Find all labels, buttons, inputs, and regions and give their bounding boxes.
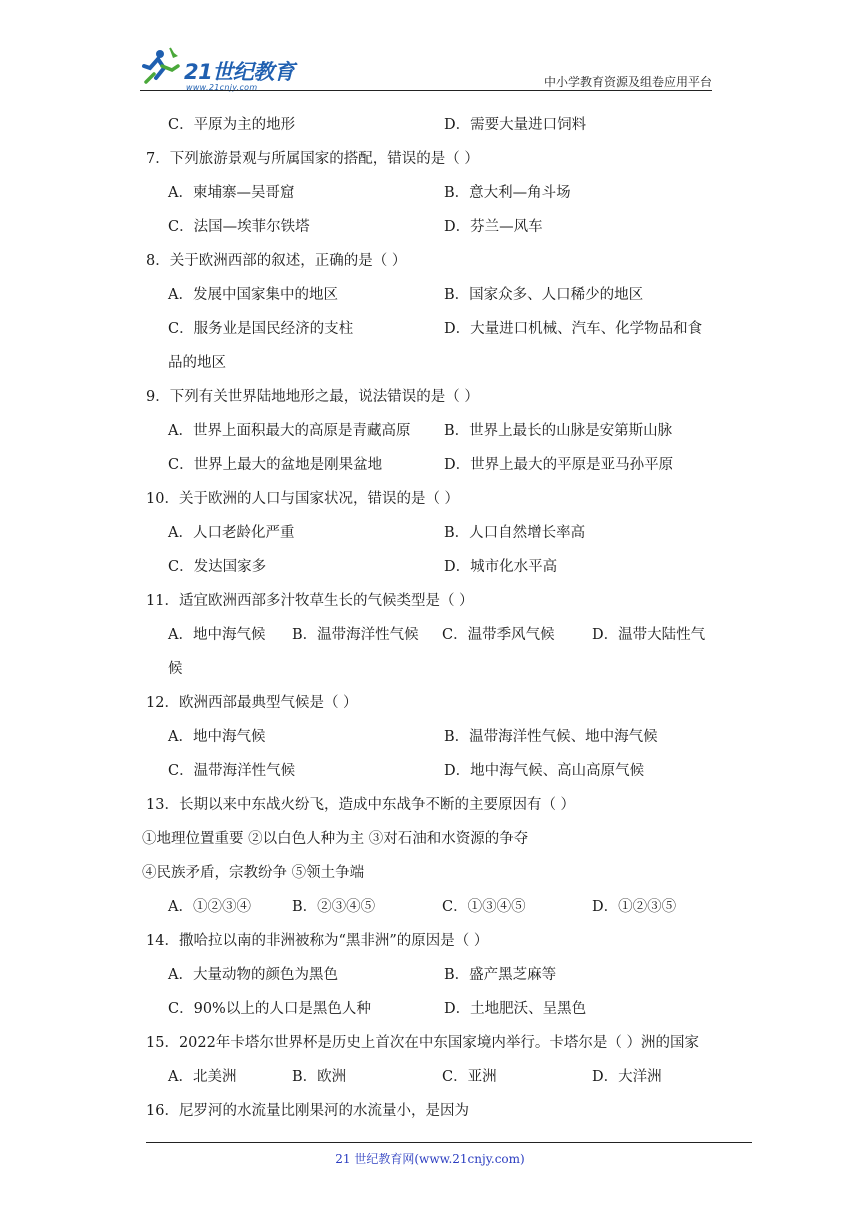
option-item: D．温带大陆性气 [592,627,706,643]
option-item: A．①②③④ [168,899,251,915]
question-stem: 8．关于欧洲西部的叙述，正确的是（ ） [146,253,407,269]
option-item: A．柬埔寨—吴哥窟 [168,185,295,201]
option-continuation: 候 [168,661,183,677]
option-item: A．北美洲 [168,1069,237,1085]
option-row [146,890,718,924]
option-row [146,958,718,992]
footer-divider [146,1142,752,1143]
option-row [146,414,718,448]
option-continuation: 品的地区 [168,355,226,371]
option-item: B．温带海洋性气候、地中海气候 [444,729,658,745]
option-item: B．世界上最长的山脉是安第斯山脉 [444,423,673,439]
option-item: B．意大利—角斗场 [444,185,571,201]
option-row [146,550,718,584]
question-stem: 11．适宜欧洲西部多汁牧草生长的气候类型是（ ） [146,593,474,609]
option-row [146,278,718,312]
question-stem: 12．欧洲西部最典型气候是（ ） [146,695,358,711]
option-item: A．人口老龄化严重 [168,525,295,541]
option-row [146,108,718,142]
question-stem: 10．关于欧洲的人口与国家状况，错误的是（ ） [146,491,460,507]
option-item: D．地中海气候、高山高原气候 [444,763,645,779]
option-item: B．②③④⑤ [292,899,376,915]
option-item: D．大洋洲 [592,1069,662,1085]
option-item: A．地中海气候 [168,729,266,745]
option-row [146,516,718,550]
question-stem: 13．长期以来中东战火纷飞，造成中东战争不断的主要原因有（ ） [146,797,576,813]
option-row [146,312,718,346]
question-stem: 15．2022年卡塔尔世界杯是历史上首次在中东国家境内举行。卡塔尔是（ ）洲的国家 [146,1035,699,1051]
logo-url: www.21cnjy.com [186,83,258,92]
option-row [146,754,718,788]
option-item: D．世界上最大的平原是亚马孙平原 [444,457,674,473]
option-item: D．芬兰—风车 [444,219,543,235]
option-item: C．①③④⑤ [442,899,526,915]
option-row [146,176,718,210]
running-figure-icon [140,46,184,86]
question-stem: 7．下列旅游景观与所属国家的搭配，错误的是（ ） [146,151,479,167]
option-item: C．温带季风气候 [442,627,555,643]
option-item: D．土地肥沃、呈黑色 [444,1001,587,1017]
option-item: C．亚洲 [442,1069,497,1085]
option-item: D．大量进口机械、汽车、化学物品和食 [444,321,703,337]
option-item: B．盛产黑芝麻等 [444,967,557,983]
option-row [146,448,718,482]
footer-text: 21 世纪教育网(www.21cnjy.com) [335,1152,525,1166]
header-divider [140,90,712,91]
option-item: C．90%以上的人口是黑色人种 [168,1001,371,1017]
option-item: B．温带海洋性气候 [292,627,419,643]
option-item: D．城市化水平高 [444,559,558,575]
option-item: B．国家众多、人口稀少的地区 [444,287,644,303]
header-title: 中小学教育资源及组卷应用平台 [543,75,712,89]
option-item: D．①②③⑤ [592,899,677,915]
option-row [146,210,718,244]
option-row [146,720,718,754]
option-item: C．平原为主的地形 [168,117,296,133]
option-item: A．发展中国家集中的地区 [168,287,338,303]
option-item: C．服务业是国民经济的支柱 [168,321,354,337]
question-stem: 14．撒哈拉以南的非洲被称为“黑非洲”的原因是（ ） [146,933,489,949]
question-statements: ④民族矛盾，宗教纷争 ⑤领土争端 [142,865,365,881]
option-item: B．欧洲 [292,1069,347,1085]
logo [140,46,310,92]
question-content [142,108,718,1128]
option-item: A．大量动物的颜色为黑色 [168,967,338,983]
option-item: B．人口自然增长率高 [444,525,586,541]
option-item: D．需要大量进口饲料 [444,117,587,133]
option-item: A．世界上面积最大的高原是青藏高原 [168,423,411,439]
option-item: C．温带海洋性气候 [168,763,296,779]
option-row [146,992,718,1026]
page-header [140,40,712,92]
option-row [146,1060,718,1094]
question-stem: 9．下列有关世界陆地地形之最，说法错误的是（ ） [146,389,479,405]
question-stem: 16．尼罗河的水流量比刚果河的水流量小，是因为 [146,1103,469,1119]
option-item: C．法国—埃菲尔铁塔 [168,219,310,235]
question-statements: ①地理位置重要 ②以白色人种为主 ③对石油和水资源的争夺 [142,831,529,847]
option-item: C．世界上最大的盆地是刚果盆地 [168,457,383,473]
option-item: C．发达国家多 [168,559,267,575]
logo-text: 21世纪教育 [184,60,295,84]
option-row [146,618,718,652]
option-item: A．地中海气候 [168,627,266,643]
